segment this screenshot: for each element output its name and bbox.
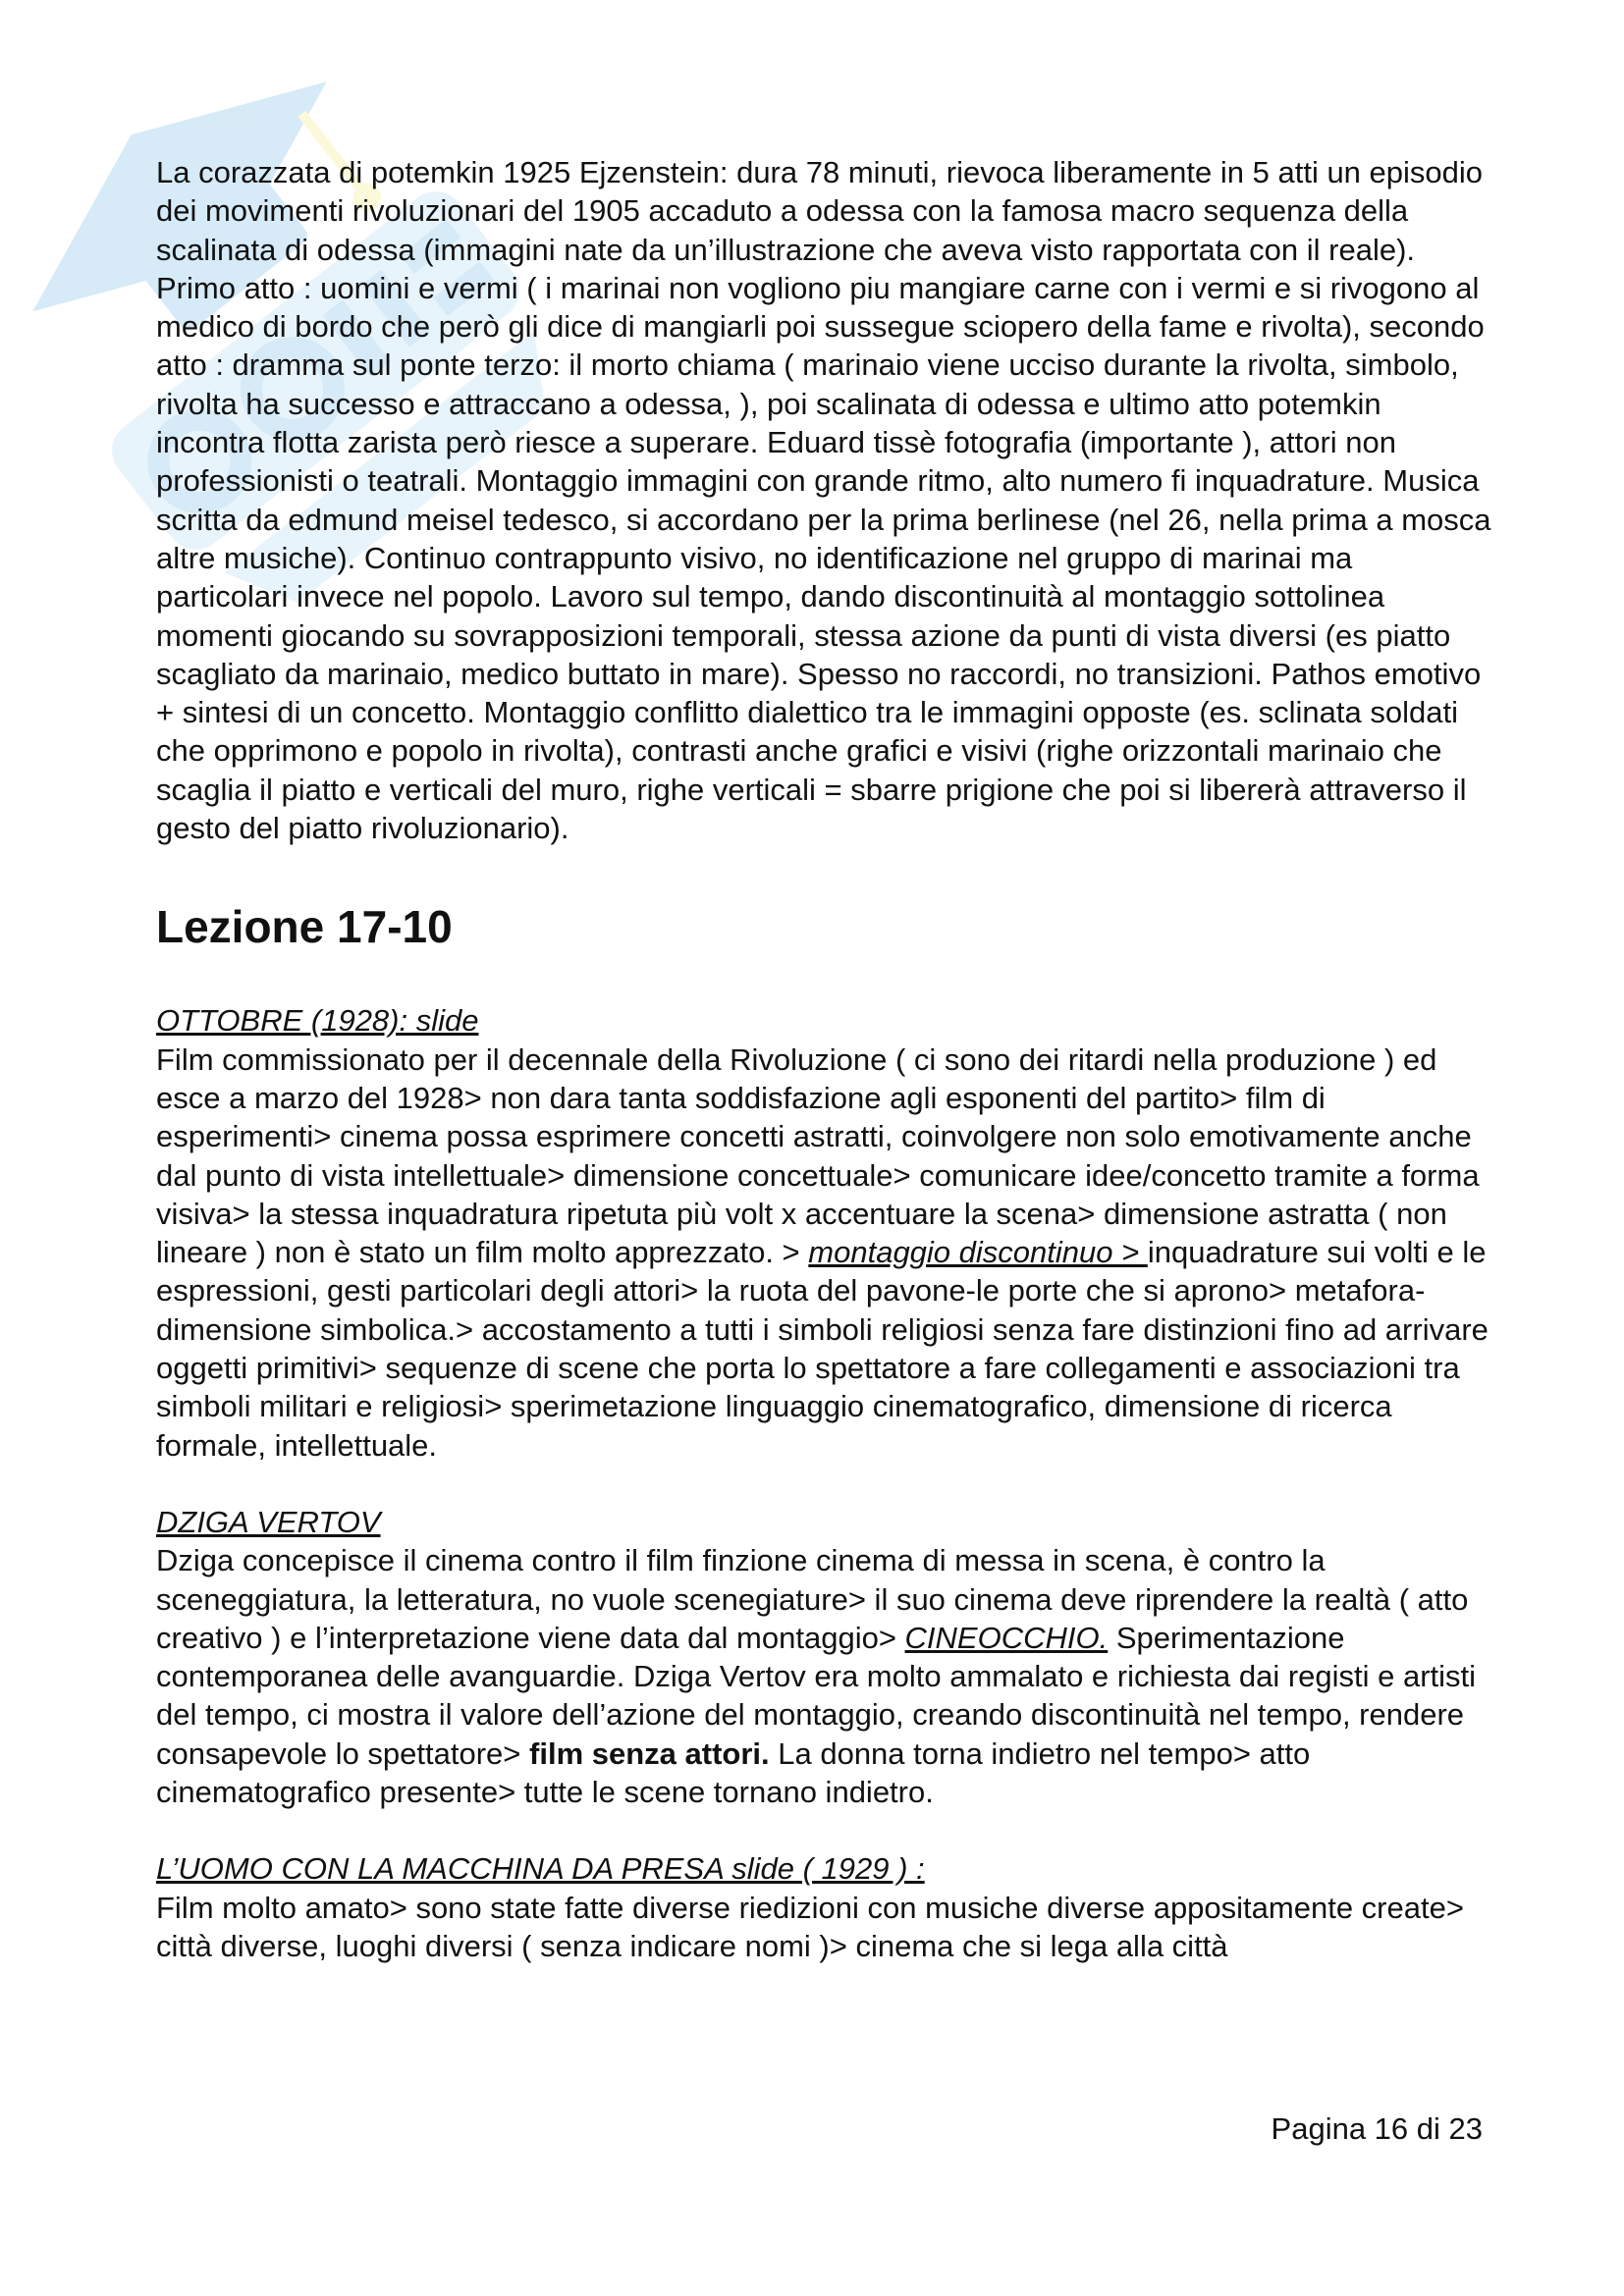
uomo-paragraph: Film molto amato> sono state fatte diverse riedizioni con musiche diverse appositamente create> città diverse, luoghi diversi ( senza indicare nomi )> cinema che si lega alla città bbox=[156, 1890, 1464, 1963]
vertov-text-b: Sperimentazione contemporanea delle avanguardie. Dziga Vertov era molto ammalato e richiesta dai registi e artisti del tempo, ci mostra il valore dell’azione del montaggio, creando discontinuità nel tempo, rendere consapevole lo spettatore> bbox=[156, 1620, 1477, 1771]
ottobre-underlined: montaggio discontinuo > bbox=[808, 1235, 1148, 1270]
vertov-paragraph bbox=[156, 1541, 1491, 1811]
lesson-heading: Lezione 17-10 bbox=[156, 901, 453, 953]
ottobre-text-b: inquadrature sui volti e le espressioni, gesti particolari degli attori> la ruota del pavone-le porte che si aprono> metafora-dimensione simbolica.> accostamento a tutti i simboli religiosi senza fare distinzioni fino ad arrivare oggetti primitivi> sequenze di scene che porta lo spettatore a fare collegamenti e associazioni tra simboli militari e religiosi> sperimetazione linguaggio cinematografico, dimensione di ricerca formale, intellettuale. bbox=[156, 1235, 1489, 1463]
ottobre-title: OTTOBRE (1928): slide bbox=[156, 1003, 479, 1039]
potemkin-paragraph: La corazzata di potemkin 1925 Ejzenstein: dura 78 minuti, rievoca liberamente in 5 atti un episodio dei movimenti rivoluzionari del 1905 accaduto a odessa con la famosa macro sequenza della scalinata di odessa (immagini nate da un’illustrazione che aveva visto rapportata con il reale). Primo atto : uomini e vermi ( i marinai non vogliono piu mangiare carne con i vermi e si rivogono al medico di bordo che però gli dice di mangiarli poi sussegue sciopero della fame e rivolta), secondo atto : dramma sul ponte terzo: il morto chiama ( marinaio viene ucciso durante la rivolta, simbolo, rivolta ha successo e attraccano a odessa, ), poi scalinata di odessa e ultimo atto potemkin incontra flotta zarista però riesce a superare. Eduard tissè fotografia (importante ), attori non professionisti o teatrali. Montaggio immagini con grande ritmo, alto numero fi inquadrature. Musica scritta da edmund meisel tedesco, si accordano per la prima berlinese (nel 26, nella prima a mosca altre musiche). Continuo contrappunto visivo, no identificazione nel gruppo di marinai ma particolari invece nel popolo. Lavoro sul tempo, dando discontinuità al montaggio sottolinea momenti giocando su sovrapposizioni temporali, stessa azione da punti di vista diversi (es piatto scagliato da marinaio, medico buttato in mare). Spesso no raccordi, no transizioni. Pathos emotivo + sintesi di un concetto. Montaggio conflitto dialettico tra le immagini opposte (es. sclinata soldati che opprimono e popolo in rivolta), contrasti anche grafici e visivi (righe orizzontali marinaio che scaglia il piatto e verticali del muro, righe verticali = sbarre prigione che poi si libererà attraverso il gesto del piatto rivoluzionario). bbox=[156, 155, 1491, 846]
ottobre-paragraph bbox=[156, 1041, 1491, 1465]
vertov-underlined: CINEOCCHIO. bbox=[904, 1620, 1109, 1655]
vertov-text-a: Dziga concepisce il cinema contro il film finzione cinema di messa in scena, è contro la sceneggiatura, la letteratura, no vuole scenegiature> il suo cinema deve riprendere la realtà ( atto creativo ) e l’interpretazione viene data dal montaggio> bbox=[156, 1543, 1469, 1655]
page-number: Pagina 16 di 23 bbox=[1271, 2111, 1483, 2146]
document-body bbox=[156, 153, 1491, 1965]
vertov-text-c: La donna torna indietro nel tempo> atto cinematografico presente> tutte le scene tornano indietro. bbox=[156, 1735, 1311, 1809]
vertov-bold: film senza attori. bbox=[529, 1735, 770, 1771]
ottobre-text-a: Film commissionato per il decennale della Rivoluzione ( ci sono dei ritardi nella produzione ) ed esce a marzo del 1928> non dara tanta soddisfazione agli esponenti del partito> film di esperimenti> cinema possa esprimere concetti astratti, coinvolgere non solo emotivamente anche dal punto di vista intellettuale> dimensione concettuale> comunicare idee/concetto tramite a forma visiva> la stessa inquadratura ripetuta più volt x accentuare la scena> dimensione astratta ( non lineare ) non è stato un film molto apprezzato. > bbox=[156, 1041, 1480, 1270]
uomo-title: L’UOMO CON LA MACCHINA DA PRESA slide ( 1929 ) : bbox=[156, 1851, 925, 1887]
vertov-title: DZIGA VERTOV bbox=[156, 1504, 381, 1539]
